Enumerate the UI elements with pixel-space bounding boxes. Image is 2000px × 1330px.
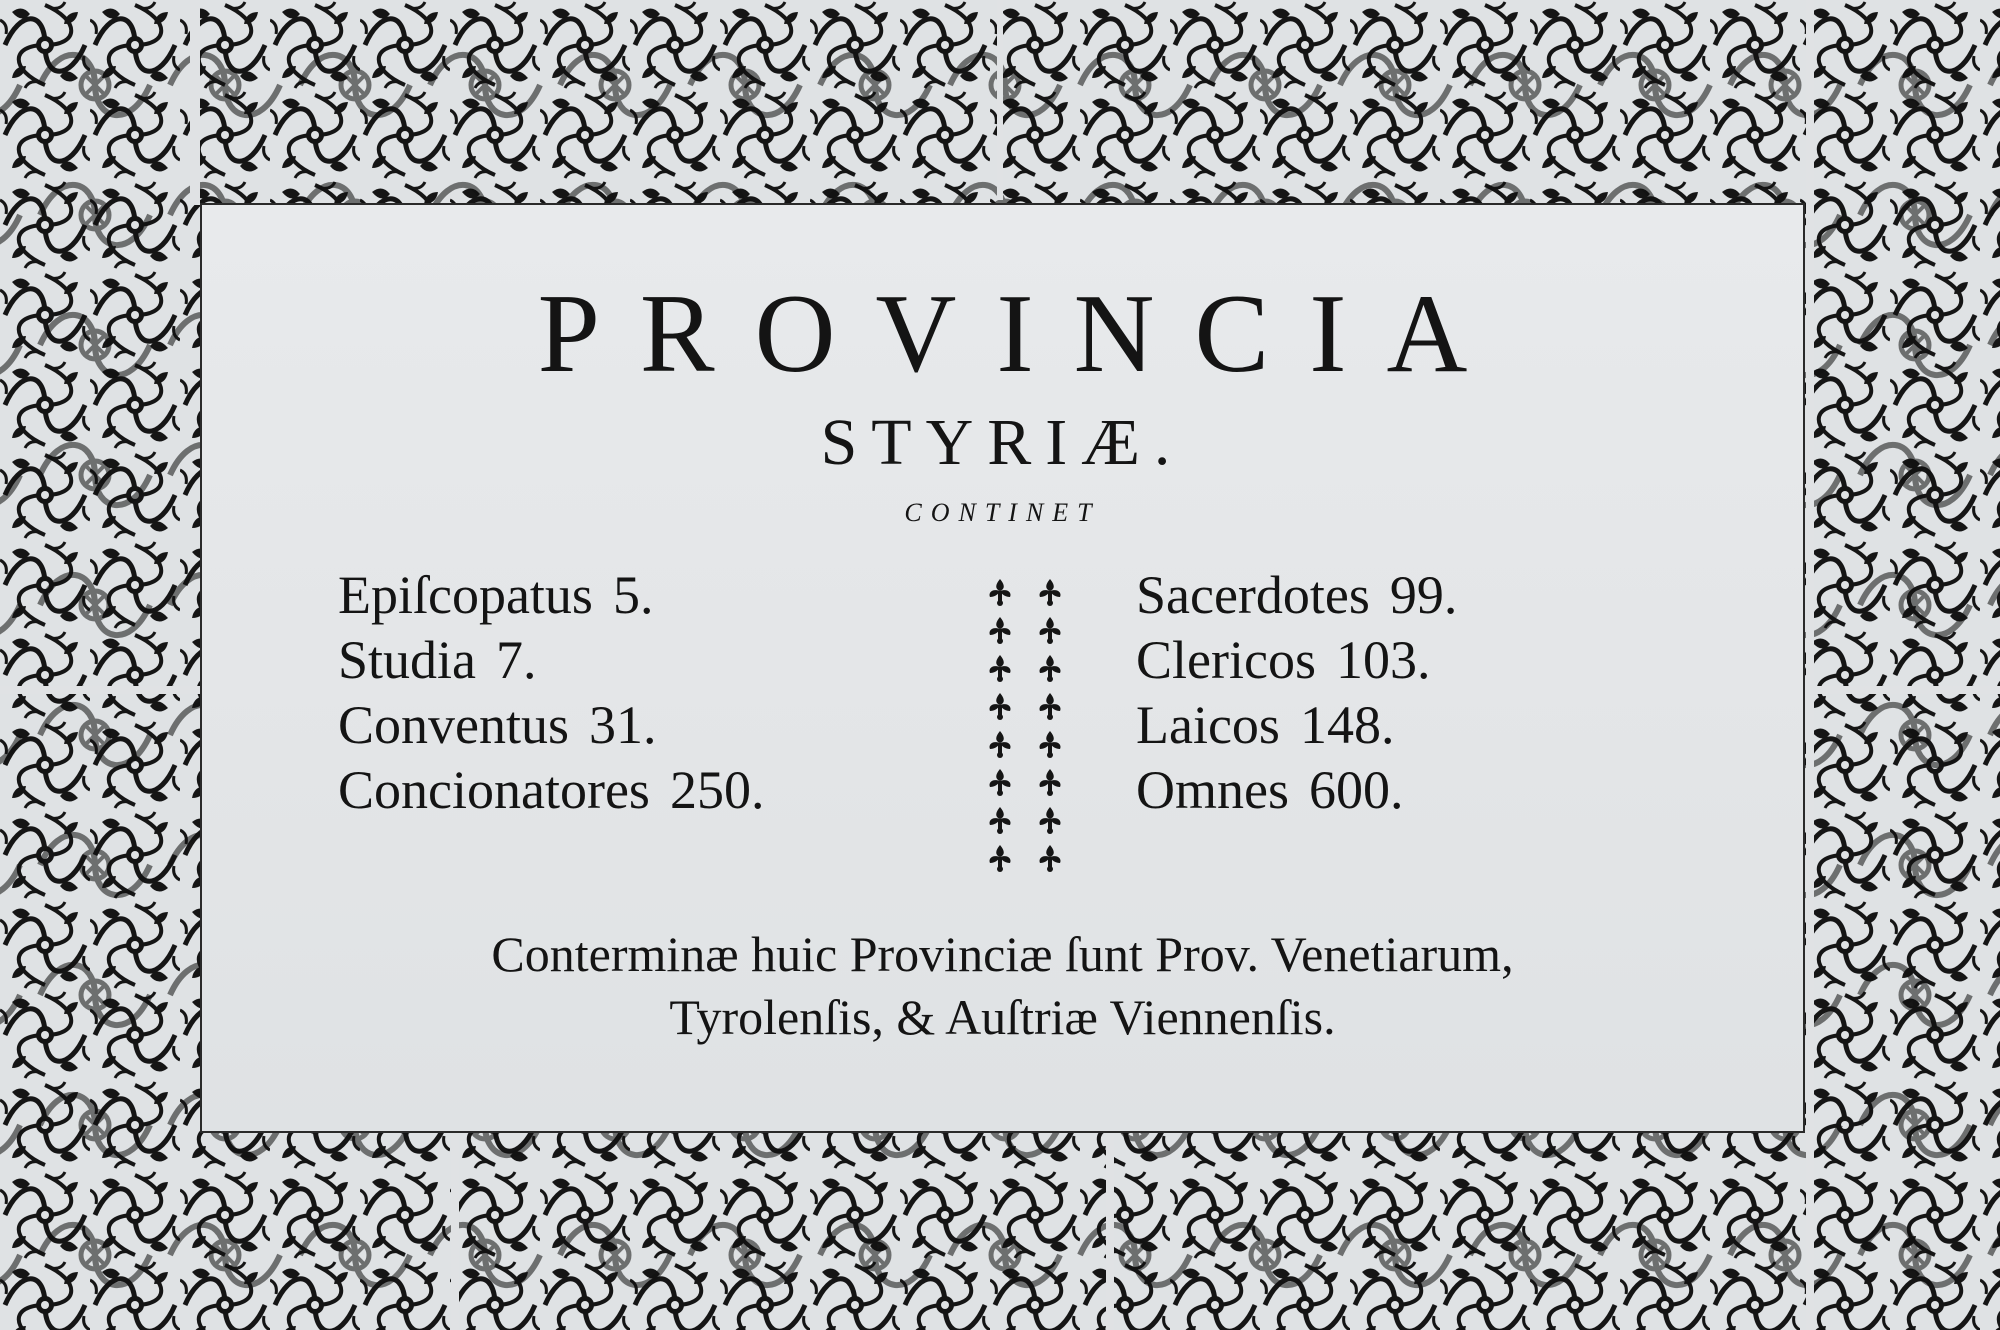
item-label: Concionatores bbox=[338, 760, 650, 820]
footer-note bbox=[200, 923, 1805, 1049]
list-item bbox=[1136, 693, 1457, 758]
list-item bbox=[338, 693, 764, 758]
item-label: Omnes bbox=[1136, 760, 1289, 820]
item-label: Studia bbox=[338, 630, 477, 690]
item-value: 600. bbox=[1308, 760, 1404, 820]
list-item bbox=[1136, 628, 1457, 693]
item-value: 5. bbox=[612, 565, 654, 625]
item-label: Laicos bbox=[1136, 695, 1280, 755]
item-value: 31. bbox=[589, 695, 657, 755]
continet-label: CONTINET bbox=[904, 498, 1101, 527]
left-statistics-list bbox=[338, 563, 764, 823]
item-label: Conventus bbox=[338, 695, 570, 755]
page-subtitle: STYRIÆ. bbox=[820, 406, 1185, 479]
item-label: Clericos bbox=[1136, 630, 1316, 690]
text-panel bbox=[200, 203, 1805, 1133]
page-title: PROVINCIA bbox=[537, 272, 1508, 396]
right-statistics-list bbox=[1136, 563, 1457, 823]
item-label: Sacerdotes bbox=[1136, 565, 1370, 625]
ornamental-divider bbox=[970, 571, 1080, 883]
item-value: 103. bbox=[1335, 630, 1431, 690]
list-item bbox=[338, 563, 764, 628]
item-value: 99. bbox=[1389, 565, 1458, 625]
list-item bbox=[338, 758, 764, 823]
list-item bbox=[338, 628, 764, 693]
list-item bbox=[1136, 563, 1457, 628]
item-value: 7. bbox=[496, 630, 537, 690]
item-value: 148. bbox=[1299, 695, 1395, 755]
item-value: 250. bbox=[669, 760, 765, 820]
footer-line-1: Conterminæ huic Provinciæ ſunt Prov. Venetiarum, bbox=[491, 926, 1514, 982]
item-label: Epiſcopatus bbox=[338, 565, 593, 625]
list-item bbox=[1136, 758, 1457, 823]
footer-line-2: Tyrolenſis, & Auſtriæ Viennenſis. bbox=[669, 989, 1336, 1045]
